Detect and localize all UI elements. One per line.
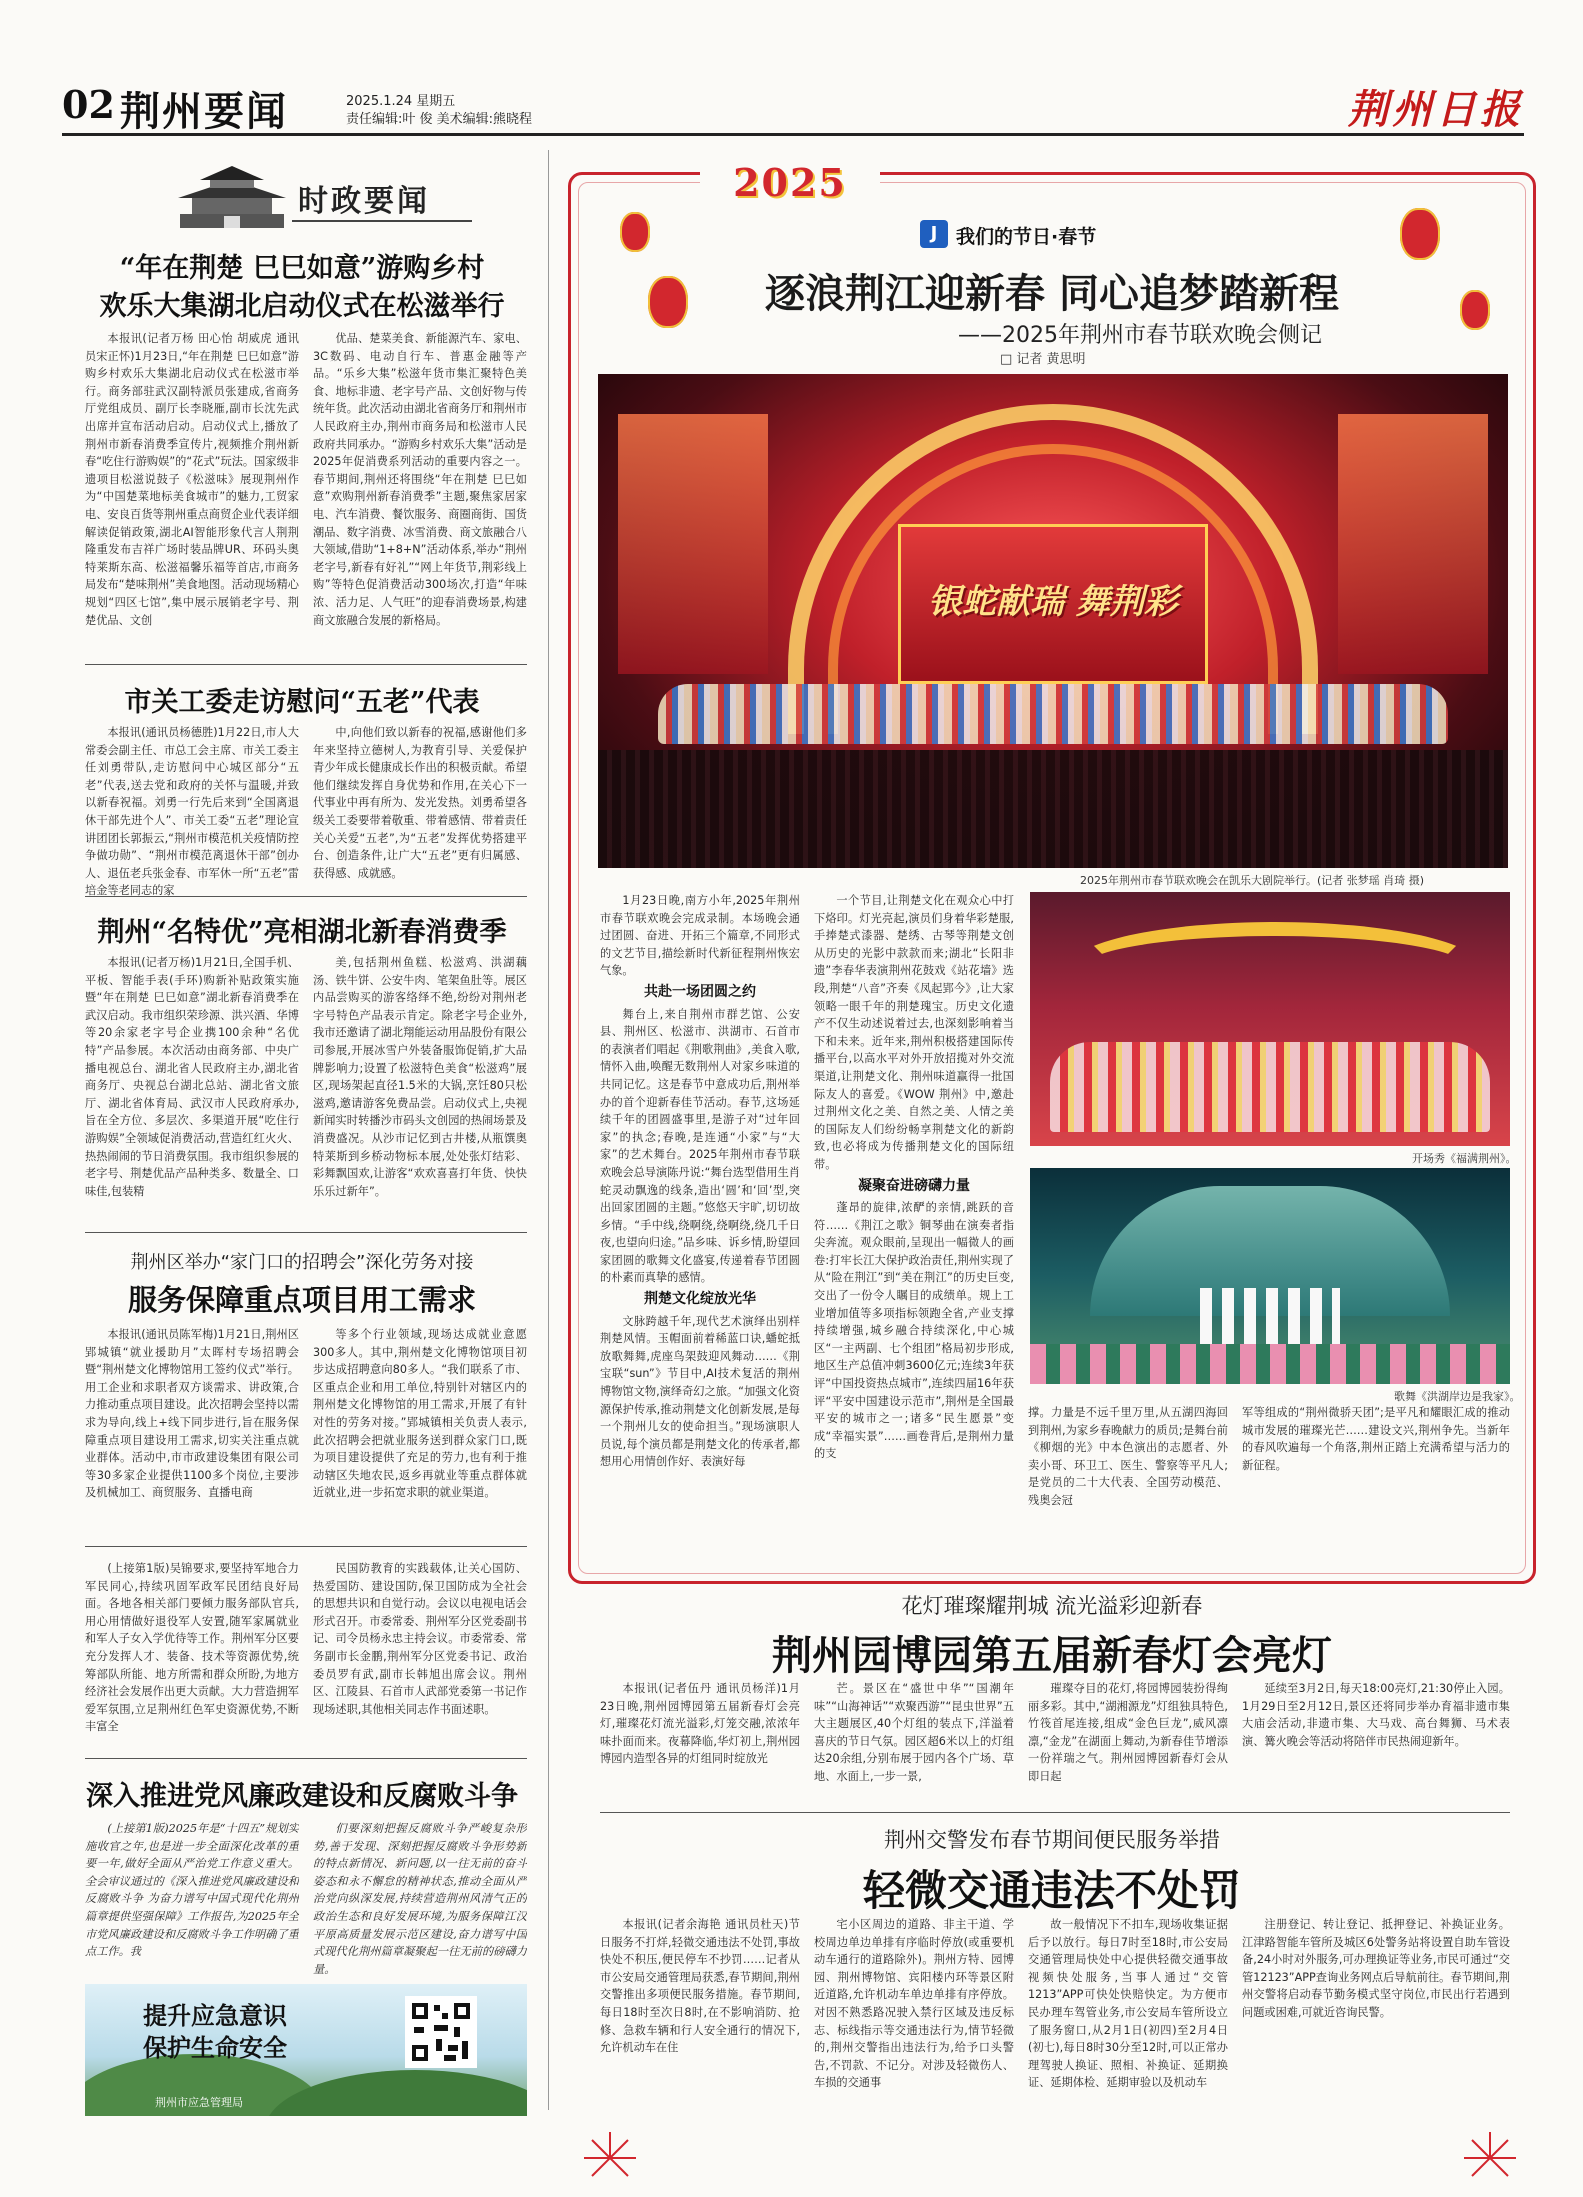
- tag-text: 我们的节日·春节: [956, 226, 1097, 248]
- gala-stage-photo: [598, 374, 1508, 868]
- lantern-title: 荆州园博园第五届新春灯会亮灯: [772, 1632, 1332, 1679]
- art4-column-2: 等多个行业领域,现场达成就业意愿300多人。其中,荆州楚文化博物馆项目初步达成招聘意向80多人。“我们联系了市、区重点企业和用工单位,特别针对辖区内的荆州楚文化博物馆的用工需求,开展了有针对性的劳务对接。”郢城镇相关负责人表示,此次招聘会把就业服务送到群众家门口,既为项目建设提供了充足的劳力,也有利于推动辖区失地农民,返乡再就业等重点群体就近就业,进一步拓宽求职的就业渠道。: [313, 1328, 527, 1500]
- art1-column-1: 本报讯(记者万杨 田心怡 胡威虎 通讯员宋正怀)1月23日,“年在荆楚 巳巳如意”游购乡村欢乐大集湖北启动仪式在松滋市举行。商务部驻武汉副特派员张建成,省商务厅党组成员、副厅长李晓雁,副市长沈先武出席并宣布活动启动。启动仪式上,播放了荆州市新春消费季宣传片,视频推介荆州新春“吃住行游购娱”的“花式”玩法。国家级非遗项目松滋说鼓子《松滋味》展现荆州作为“中国楚菜地标美食城市”的魅力,工贸家电、安良百货等荆州重点商贸企业代表详细解读促销政策,湖北AI智能形象代言人荆荆隆重发布吉祥广场时装品牌UR、环码头奥特莱斯东高、松滋福馨乐福等首店,市商务局发布“楚味荆州”美食地图。活动现场精心规划“四区七馆”,集中展示展销老字号、荆楚优品、文创: [85, 332, 299, 627]
- traffic-kicker: 荆州交警发布春节期间便民服务举措: [884, 1828, 1220, 1852]
- tag-badge: J: [920, 220, 948, 248]
- art3-column-1: 本报讯(记者万杨)1月21日,全国手机、平板、智能手表(手环)购新补贴政策实施暨“年在荆楚 巳巳如意”湖北新春消费季在武汉启动。我市组织荣珍源、洪兴酒、华博等20余家老字号企业携100余种“名优特”产品参展。本次活动由商务部、中央广播电视总台、湖北省人民政府主办,湖北省商务厅、央视总台湖北总站、湖北省文旅厅、湖北省体育局、武汉市人民政府承办,旨在全方位、多层次、多渠道开展“吃住行游购娱”全领域促消费活动,营造红红火火、热热闹闹的节日消费氛围。我市组织参展的老字号、荆楚优品产品种类多、数量全、口味佳,包装精: [85, 956, 299, 1198]
- year-banner: [700, 160, 880, 204]
- main-photo-caption: 2025年荆州市春节联欢晚会在凯乐大剧院举行。(记者 张梦瑶 肖琦 摄): [1080, 874, 1425, 887]
- issue-date: 2025.1.24 星期五: [346, 94, 456, 109]
- art2-column-1: 本报讯(通讯员杨德胜)1月22日,市人大常委会副主任、市总工会主席、市关工委主任刘勇带队,走访慰问中心城区部分“五老”代表,送去党和政府的关怀与温暖,并致以新春祝福。刘勇一行先后来到“全国离退休干部先进个人”、市关工委“五老”理论宣讲团团长郭振云,“荆州市模范机关疫情防控争做功勋”、“荆州市模范离退休干部”创办人、退伍老兵张金春、市军休一所“五老”雷培金等老同志的家: [85, 726, 299, 898]
- lantern-column-4: 延续至3月2日,每天18:00亮灯,21:30停止入园。1月29日至2月12日,景区还将同步举办育福非遗市集大庙会活动,非遗市集、大马戏、高台舞狮、马术表演、篝火晚会等活动将陪伴市民热闹迎新年。: [1242, 1682, 1510, 1748]
- divider: [85, 896, 527, 897]
- feature-col2-body-2: 蓬昂的旋律,浓酽的亲情,跳跃的音符……《荆江之歌》铜琴曲在演奏者指尖奔流。观众眼前,呈现出一幅微人的画卷:打牢长江大保护政治责任,荆州实现了从“险在荆江”到“美在荆江”的历史巨变,交出了一份令人瞩目的成绩单。规上工业增加值等多项指标领跑全省,产业支撑持续增强,城乡融合持续深化,中心城区“一主两副、七个组团”格局初步形成,地区生产总值冲刺3600亿元;连续3年获评“中国投资热点城市”,连续四届16年获评“平安中国建设示范市”,荆州是全国最平安的城市之一;诸多“民生愿景”变成“幸福实景”……画卷背后,是荆州力量的支: [814, 1201, 1014, 1461]
- feature-subhead-2: 荆楚文化绽放光华: [644, 1291, 756, 1308]
- lantern-icon: [1400, 208, 1440, 260]
- banner-rule: [292, 220, 472, 222]
- feature-col1-body-2: 文脉跨越千年,现代艺术演绎出别样荆楚风情。玉帽面前着稀蓝口诀,蟠蛇抵放歌舞舞,虎座鸟架鼓迎风舞动……《荆宝联“sun”》节目中,AI技术复活的荆州博物馆文物,演绎奇幻之旅。“加强文化资源保护传承,推动荆楚文化创新发展,是每一个荆州儿女的使命担当。”现场演职人员说,每个演员都是荆楚文化的传承者,都想用心用情创作好、表演好每: [600, 1314, 800, 1469]
- lantern-column-3: 璀璨夺目的花灯,将园博园装扮得绚丽多彩。其中,“湖湘源龙”灯组独具特色,竹筏首尾连接,组成“金色巨龙”,威风凛凛,“金龙”在湖面上舞动,为新春佳节增添一份祥瑞之气。荆州园博园新春灯会从即日起: [1028, 1682, 1228, 1783]
- opening-show-photo: [1030, 892, 1510, 1146]
- feature-col1-body: 舞台上,来自荆州市群艺馆、公安县、荆州区、松滋市、洪湖市、石首市的表演者们唱起《荆歌荆曲》,美食入歌,情怀入曲,唤醒无数荆州人对家乡味道的共同记忆。这是春节中意成功后,荆州举办的首个迎新春佳节活动。春节,这场延续千年的团圆盛事里,是游子对“过年回家”的执念;春晚,是连通“小家”与“大家”的艺术舞台。2025年荆州市春节联欢晚会总导演陈丹说:“舞台选型借用生肖蛇灵动飘逸的线条,造出‘圆’和‘回’型,突出回家团圆的主题。”悠悠天宇旷,切切故乡情。“手中线,绕啊绕,绕啊绕,绕几千日夜,也望向归途。”品乡味、诉乡情,盼望回家团圆的歌舞文化盛宴,传递着春节团圆的朴素而真挚的感情。: [600, 1007, 800, 1285]
- feature-col2-body: 一个节目,让荆楚文化在观众心中打下烙印。灯光亮起,演员们身着华彩楚服,手捧楚式漆器、楚绣、古琴等荆楚文创从历史的光影中款款而来;湖北“长阳非遗”李春华表演荆州花鼓戏《站花墙》选段,荆楚“八音”齐奏《凤起郢今》,让大家领略一眼千年的荆楚瑰宝。历史文化遗产不仅生动述说着过去,也深刻影响着当下和未来。近年来,荆州积极搭建国际传播平台,以高水平对外开放招揽对外交流渠道,让荆楚文化、荆州味道赢得一批国际友人的喜爱。《WOW 荆州》中,邀赴过荆州文化之美、自然之美、人情之美的国际友人们纷纷畅享荆楚文化的新韵致,也必将成为传播荆楚文化的国际纽带。: [814, 894, 1014, 1171]
- editors: 责任编辑:叶 俊 美术编辑:熊晓程: [346, 112, 533, 127]
- screen-title: 银蛇献瑞 舞荆彩: [928, 582, 1178, 622]
- traffic-title: 轻微交通违法不处罚: [862, 1866, 1241, 1915]
- lantern-column-1: 本报讯(记者伍丹 通讯员杨洋)1月23日晚,荆州园博园第五届新春灯会亮灯,璀璨花灯流光溢彩,灯笼交融,浓浓年味扑面而来。夜幕降临,华灯初上,荆州园博园内造型各异的灯组同时绽放光: [600, 1682, 800, 1766]
- audience: [598, 750, 1508, 868]
- divider: [85, 1232, 527, 1233]
- ad-slogan-1: 提升应急意识: [143, 2001, 287, 2030]
- festival-tag: [920, 218, 1170, 250]
- feature-column-3: 撑。力量是不远千里万里,从五湖四海回到荆州,为家乡春晚献力的质员;是舞台前《柳烟的光》中本色演出的志愿者、外卖小哥、环卫工、医生、警察等平凡人;是党员的二十大代表、全国劳动模范、残奥会冠: [1028, 1406, 1228, 1507]
- public-service-ad: [85, 1984, 527, 2116]
- feature-title: 逐浪荆江迎新春 同心追梦踏新程: [765, 270, 1339, 317]
- art5-column-2: 民国防教育的实践载体,让关心国防、热爱国防、建设国防,保卫国防成为全社会的思想共识和自觉行动。会议以电视电话会形式召开。市委常委、荆州军分区党委副书记、司令员杨永忠主持会议。市委常委、常务副市长金鹏,荆州军分区党委书记、政治委员罗有武,副市长韩旭出席会议。荆州区、江陵县、石首市人武部党委第一书记作现场述职,其他相关同志作书面述职。: [313, 1562, 527, 1716]
- masthead-logo: 荆州日报: [1348, 86, 1524, 133]
- dragon-prop: [1070, 922, 1480, 1012]
- art3-column-2: 美,包括荆州鱼糕、松滋鸡、洪湖藕汤、铁牛饼、公安牛肉、笔架鱼肚等。展区内品尝购买的游客络绎不绝,纷纷对荆州老字号特色产品表示肯定。除老字号企业外,我市还邀请了湖北翔能运动用品股份有限公司参展,开展冰雪户外装备服饰促销,扩大品牌影响力;设置了松滋特色美食“松滋鸡”展区,现场架起直径1.5米的大锅,烹饪80只松滋鸡,邀请游客免费品尝。启动仪式上,央视新闻实时转播沙市码头文创园的热闹场景及消费盛况。从沙市记忆到古井楼,从瓶馔奥特莱斯到乡桥动物标本展,处处张灯结彩、彩舞飘国欢,让游客“欢欢喜喜打年货、快快乐乐过新年”。: [313, 956, 527, 1198]
- page-header: [62, 72, 1524, 135]
- art1-column-2: 优品、楚菜美食、新能源汽车、家电、3C数码、电动自行车、普惠金融等产品。“乐乡大集”松滋年货市集汇聚特色美食、地标非遗、老字号产品、文创好物与传统年货。此次活动由湖北省商务厅和荆州市人民政府主办,荆州市商务局和松滋市人民政府共同承办。“游购乡村欢乐大集”活动是2025年促消费系列活动的重要内容之一。春节期间,荆州还将围绕“年在荆楚 巳巳如意”欢购荆州新春消费季”主题,聚焦家居家电、汽车消费、餐饮服务、商圈商街、国货潮品、数字消费、冰雪消费、商文旅融合八大领域,借助“1+8+N”活动体系,举办“荆州老字号,新春有好礼”“网上年货节,荆彩线上购”等特色促消费活动300场次,打造“年味浓、活力足、人气旺”的迎春消费场景,构建商文旅融合发展的新格局。: [313, 332, 527, 627]
- fireworks-icon: [1460, 2128, 1520, 2188]
- traffic-column-2: 宅小区周边的道路、非主干道、学校周边单边单排有序临时停放(或重要机动车通行的道路除外)。荆州方特、园博园、荆州博物馆、宾阳楼内环等景区附近道路,允许机动车单边单排有序停放。对因不熟悉路况驶入禁行区域及违反标志、标线指示等交通违法行为,情节轻微的,荆州交警指出违法行为,给予口头警告,不罚款、不记分。对涉及轻微伤人、车损的交通事: [814, 1918, 1014, 2090]
- feature-subhead-3: 凝聚奋进磅礴力量: [858, 1177, 970, 1194]
- lantern-icon: [620, 212, 650, 252]
- song-dance-photo: [1030, 1168, 1510, 1384]
- dancers: [1050, 1042, 1490, 1132]
- lotus-floor: [1030, 1344, 1510, 1384]
- art6-title: 深入推进党风廉政建设和反腐败斗争: [86, 1781, 518, 1812]
- column-banner: [172, 160, 472, 232]
- divider: [85, 1546, 527, 1547]
- divider: [85, 1758, 527, 1759]
- lantern-kicker: 花灯璀璨耀荆城 流光溢彩迎新春: [901, 1594, 1203, 1618]
- traffic-column-3: 故一般情况下不扣车,现场收集证据后予以放行。每日7时至18时,市公安局交通管理局快处中心提供轻微交通事故视频快处服务,当事人通过“交管1213”APP可快处快赔快定。为方便市民办理车驾管业务,市公安局车管所设立了服务窗口,从2月1日(初四)至2月4日(初七),每日8时30分至12时,可以正常办理驾驶人换证、照相、补换证、延期换证、延期体检、延期审验以及机动车: [1028, 1918, 1228, 2090]
- art4-column-1: 本报讯(通讯员陈军梅)1月21日,荆州区郢城镇“就业援助月”太晖村专场招聘会暨“荆州楚文化博物馆用工签约仪式”举行。用工企业和求职者双方谈需求、讲政策,合力推动重点项目建设。此次招聘会坚持以需求为导向,线上+线下同步进行,旨在服务保障重点项目建设用工需求,切实关注重点就业群体。活动中,市市政建设集团有限公司等30多家企业提供1100多个岗位,主要涉及机械加工、商贸服务、直播电商: [85, 1328, 299, 1500]
- fireworks-icon: [580, 2128, 640, 2188]
- art2-title: 市关工委走访慰问“五老”代表: [124, 687, 480, 718]
- photo3-caption: 歌舞《洪湖岸边是我家》。: [1394, 1390, 1521, 1403]
- side-screen-left: [618, 414, 768, 674]
- side-screen-right: [1338, 414, 1488, 674]
- feature-column-2: [814, 892, 1014, 1472]
- art3-title: 荆州“名特优”亮相湖北新春消费季: [97, 917, 507, 948]
- art4-kicker: 荆州区举办“家门口的招聘会”深化劳务对接: [130, 1252, 474, 1273]
- page-number: 02: [62, 82, 115, 127]
- photo2-caption: 开场秀《福满荆州》。: [1412, 1152, 1517, 1165]
- art5-column-1: (上接第1版)吴锦要求,要坚持军地合力军民同心,持续巩固军政军民团结良好局面。各地各相关部门要倾力服务部队官兵,用心用情做好退役军人安置,随军家属就业和军人子女入学优待等工作。荆州军分区要充分发挥人才、装备、技术等资源优势,统筹部队所能、地方所需和群众所盼,为地方经济社会发展作出更大贡献。大力营造拥军爱军氛围,立足荆州红色军史资源优势,不断丰富全: [85, 1562, 299, 1734]
- feature-column-1: [600, 892, 800, 1472]
- art6-column-1: (上接第1版)2025年是“十四五”规划实施收官之年,也是进一步全面深化改革的重要一年,做好全面从严治党工作意义重大。全会审议通过的《深入推进党风廉政建设和反腐败斗争 为奋力谱写中国式现代化荆州篇章提供坚强保障》工作报告,为2025年全市党风廉政建设和反腐败斗争工作明确了重点工作。我: [85, 1822, 299, 1959]
- header-rule: [62, 133, 1524, 136]
- art6-column-2: 们要深刻把握反腐败斗争严峻复杂形势,善于发现、深刻把握反腐败斗争形势新的特点新情况、新问题,以一往无前的奋斗姿态和永不懈怠的精神状态,推动全面从严治党向纵深发展,持续营造荆州风清气正的政治生态和良好发展环境,为服务保障江汉平原高质量发展示范区建设,奋力谱写中国式现代化荆州篇章凝聚起一往无前的磅礴力量。: [313, 1822, 527, 1976]
- traffic-column-4: 注册登记、转让登记、抵押登记、补换证业务。江津路智能车管所及城区6处警务站将设置自助车管设备,24小时对外服务,可办理换证等业务,市民可通过“交管12123”APP查询业务网点后导航前往。春节期间,荆州交警将启动春节勤务模式坚守岗位,市民出行若遇到问题或困难,可就近咨询民警。: [1242, 1918, 1510, 2019]
- performers: [658, 684, 1448, 744]
- lantern-column-2: 芒。景区在“盛世中华”“国潮年味”“山海神话”“欢聚西游”“昆虫世界”五大主题展区,40个灯组的装点下,洋溢着喜庆的节日气氛。园区超6米以上的灯组达20余组,分别布展于园内各个广场、草地、水面上,一步一景,: [814, 1682, 1014, 1783]
- pavilion-icon: [172, 160, 292, 232]
- feature-col1-intro: 1月23日晚,南方小年,2025年荆州市春节联欢晚会完成录制。本场晚会通过团圆、奋进、开拓三个篇章,不同形式的文艺节目,描绘新时代新征程荆州恢宏气象。: [600, 894, 800, 978]
- feature-subhead-1: 共赴一场团圆之约: [644, 983, 756, 1000]
- traffic-column-1: 本报讯(记者余海艳 通讯员杜天)节日服务不打烊,轻微交通违法不处罚,事故快处不积压,便民停车不抄罚……记者从市公安局交通管理局获悉,春节期间,荆州交警推出多项便民服务措施。春节期间,每日18时至次日8时,在不影响消防、抢修、急救车辆和行人安全通行的情况下,允许机动车在住: [600, 1918, 800, 2055]
- section-title: 荆州要闻: [120, 88, 288, 135]
- feature-column-4: 军等组成的“荆州微骄天团”;是平凡和耀眼汇成的推动城市发展的璀璨光芒……建设文兴,荆州争先。当新年的春风吹遍每一个角落,荆州正踏上充满希望与活力的新征程。: [1242, 1406, 1510, 1472]
- divider: [600, 1812, 1510, 1813]
- art2-column-2: 中,向他们致以新春的祝福,感谢他们多年来坚持立德树人,为教育引导、关爱保护青少年成长健康成长作出的积极贡献。希望他们继续发挥自身优势和作用,在关心下一代事业中再有所为、发光发热。刘勇希望各级关工委要带着敬重、带着感情、带着责任关心关爱“五老”,为“五老”发挥优势搭建平台、创造条件,让广大“五老”更有归属感、获得感、成就感。: [313, 726, 527, 880]
- feature-subtitle: ——2025年荆州市春节联欢晚会侧记: [958, 323, 1322, 348]
- ad-slogan-2: 保护生命安全: [143, 2033, 287, 2062]
- art1-title-1: “年在荆楚 巳巳如意”游购乡村: [119, 253, 485, 284]
- divider: [85, 664, 527, 665]
- ad-hill: [265, 2070, 527, 2116]
- art1-title-2: 欢乐大集湖北启动仪式在松滋举行: [99, 291, 505, 322]
- column-banner-text: 时政要闻: [298, 184, 430, 219]
- art4-title: 服务保障重点项目用工需求: [127, 1283, 476, 1317]
- ad-sponsor: 荆州市应急管理局: [155, 2096, 243, 2109]
- year-banner-text: 2025: [733, 160, 847, 205]
- column-divider: [548, 150, 549, 2110]
- feature-byline: □ 记者 黄思明: [1000, 352, 1086, 367]
- qr-code-icon: [405, 1996, 477, 2068]
